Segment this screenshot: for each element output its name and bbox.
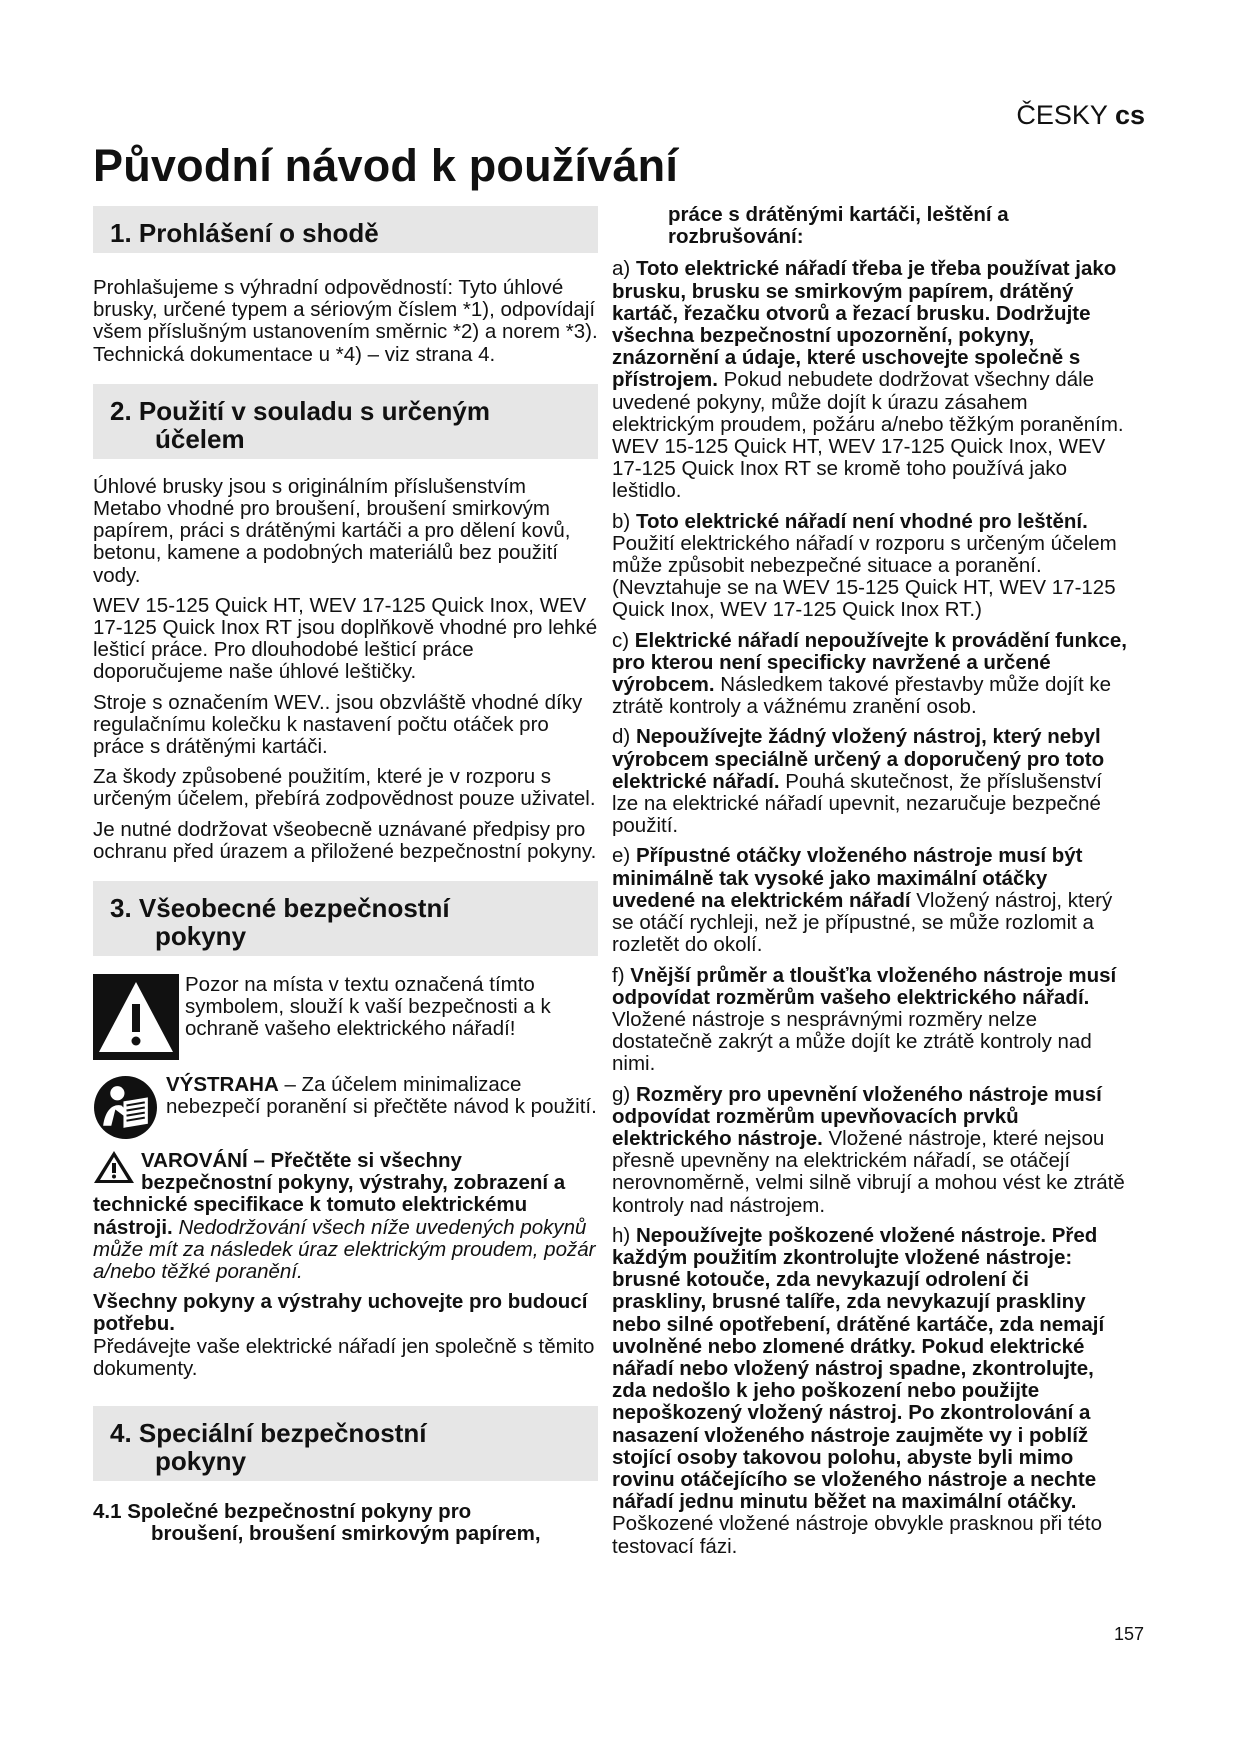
section-2-title-line1: 2. Použití v souladu s určeným	[110, 395, 490, 426]
instruction-item-b	[612, 511, 1127, 622]
section-3-title-line2: pokyny	[155, 921, 247, 952]
item-text: Vložený nástroj, který se otáčí rychleji, než je přípustné, se může rozlomit a rozletět do okolí.	[612, 888, 1113, 957]
language-name: ČESKY	[1016, 100, 1108, 130]
section-3-heading	[93, 881, 598, 956]
item-bold-text: Vnější průměr a tloušťka vloženého nástroje musí odpovídat rozměrům vašeho elektrického nářadí.	[612, 963, 1117, 1009]
warning-italic-text: Nedodržování všech níže uvedených pokynů může mít za následek úraz elektrickým proudem, požár a/nebo těžké poranění.	[93, 1215, 596, 1284]
item-label: c)	[612, 628, 635, 652]
read-manual-text	[166, 1074, 598, 1118]
section-1-title: 1. Prohlášení o shodě	[110, 218, 379, 248]
keep-text: Předávejte vaše elektrické nářadí jen společně s těmito dokumenty.	[93, 1334, 595, 1380]
left-column	[93, 206, 598, 1546]
instruction-item-h	[612, 1225, 1127, 1558]
read-manual-body: – Za účelem minimalizace nebezpečí poranění si přečtěte návod k použití.	[166, 1073, 597, 1119]
item-label: g)	[612, 1082, 636, 1106]
section-2-paragraph: Za škody způsobené použitím, které je v rozporu s určeným účelem, přebírá zodpovědnost pouze uživatel.	[93, 765, 596, 811]
language-indicator	[1016, 100, 1145, 131]
instruction-item-f	[612, 965, 1127, 1076]
section-2-heading	[93, 384, 598, 459]
subsection-4-1-line2: broušení, broušení smirkovým papírem,	[151, 1522, 541, 1546]
warning-bold-text: VAROVÁNÍ – Přečtěte si všechny bezpečnostní pokyny, výstrahy, zobrazení a technické specifikace k tomuto elektrickému nástroji.	[93, 1149, 566, 1239]
language-code: cs	[1114, 100, 1145, 130]
item-label: f)	[612, 963, 631, 987]
instruction-item-d	[612, 726, 1127, 837]
section-2-paragraph: Stroje s označením WEV.. jsou obzvláště vhodné díky regulačnímu kolečku k nastavení počtu otáček pro práce s drátěnými kartáči.	[93, 690, 583, 759]
item-bold-text: Nepoužívejte žádný vložený nástroj, který nebyl výrobcem speciálně určený a doporučený pro toto elektrické nářadí.	[612, 725, 1105, 793]
instruction-item-e	[612, 845, 1127, 956]
subsection-4-1-heading	[93, 1501, 598, 1545]
instruction-item-a	[612, 258, 1127, 502]
instruction-item-c	[612, 630, 1127, 719]
keep-bold-text: Všechny pokyny a výstrahy uchovejte pro budoucí potřebu.	[93, 1290, 588, 1336]
section-2-title-line2: účelem	[155, 423, 245, 454]
caution-notice	[93, 974, 598, 1060]
item-label: h)	[612, 1223, 636, 1247]
read-manual-notice	[93, 1074, 598, 1140]
right-column	[612, 203, 1127, 1566]
subsection-4-1-continued: práce s drátěnými kartáči, leštění a rozbrušování:	[668, 203, 1009, 249]
keep-instructions	[93, 1291, 598, 1380]
item-bold-text: Toto elektrické nářadí třeba je třeba používat jako brusku, brusku se smirkovým papírem, drátěný kartáč, řezačku otvorů a řezací brusku. Dodržujte všechna bezpečnostní upozornění, pokyny, znázornění a údaje, které uschovejte společně s přístrojem.	[612, 257, 1117, 392]
section-3-title-line1: 3. Všeobecné bezpečnostní	[110, 893, 450, 924]
item-text: Použití elektrického nářadí v rozporu s určeným účelem může způsobit nebezpečné situace a poranění. (Nevztahuje se na WEV 15-125 Quick HT, WEV 17-125 Quick Inox, WEV 17-125 Quick Inox RT.)	[612, 531, 1117, 622]
page-number: 157	[1113, 1624, 1144, 1644]
caution-text: Pozor na místa v textu označená tímto symbolem, slouží k vaší bezpečnosti a k ochraně vašeho elektrického nářadí!	[185, 973, 551, 1041]
item-text: Poškozené vložené nástroje obvykle prasknou při této testovací fázi.	[612, 1512, 1103, 1558]
read-manual-label: VÝSTRAHA	[166, 1073, 279, 1097]
item-text: Vložené nástroje, které nejsou přesně upevněny na elektrickém nářadí, se otáčejí nerovnoměrně, velmi silně vibrují a mohou vést ke ztrátě kontroly nad nástrojem.	[612, 1126, 1125, 1217]
section-2-paragraph: Úhlové brusky jsou s originálním příslušenstvím Metabo vhodné pro broušení, broušení smirkovým papírem, práci s drátěnými kartáči a pro dělení kovů, betonu, kamene a podobných materiálů bez použití vody.	[93, 474, 571, 587]
item-text: Pouhá skutečnost, že příslušenství lze na elektrické nářadí upevnit, nezaručuje bezpečné použití.	[612, 769, 1102, 838]
item-label: e)	[612, 844, 636, 868]
page-title: Původní návod k používání	[93, 140, 679, 191]
item-text: Vložené nástroje s nesprávnými rozměry nelze dostatečně zakrýt a může dojít ke ztrátě kontroly nad nimi.	[612, 1007, 1092, 1076]
section-1-text: Prohlašujeme s výhradní odpovědností: Tyto úhlové brusky, určené typem a sériovým číslem *1), odpovídají všem příslušným ustanovením směrnic *2) a norem *3). Technická dokumentace u *4) – viz strana 4.	[93, 276, 598, 366]
item-bold-text: Nepoužívejte poškozené vložené nástroje. Před každým použitím zkontrolujte vložené nástroje: brusné kotouče, zda nevykazují odrolení či praskliny, brusné talíře, zda nevykazují praskliny nebo silné opotřebení, drátěné kartáče, zda nemají uvolněné nebo zlomené drátky. Pokud elektrické nářadí nebo vložený nástroj spadne, zkontrolujte, zda nedošlo k jeho poškození nebo použijte nepoškozený vložený nástroj. Po zkontrolování a nasazení vloženého nástroje zaujměte vy i poblíž stojící osoby takovou polohu, abyste byli mimo rovinu otáčejícího se vloženého nástroje a nechte nářadí jednu minutu běžet na maximální otáčky.	[612, 1223, 1105, 1514]
section-4-heading	[93, 1406, 598, 1481]
item-label: d)	[612, 725, 636, 749]
item-bold-text: Toto elektrické nářadí není vhodné pro leštění.	[635, 509, 1088, 533]
subsection-4-1-line1: 4.1 Společné bezpečnostní pokyny pro	[93, 1500, 472, 1524]
section-4-title-line1: 4. Speciální bezpečnostní	[110, 1418, 427, 1449]
warning-paragraph	[93, 1150, 598, 1283]
item-bold-text: Přípustné otáčky vloženého nástroje musí být minimálně tak vysoké jako maximální otáčky uvedené na elektrickém nářadí	[612, 844, 1083, 912]
section-1-heading	[93, 206, 598, 253]
warning-triangle-icon	[93, 974, 179, 1060]
small-warning-icon	[93, 1150, 135, 1184]
read-manual-icon	[93, 1075, 158, 1140]
item-bold-text: Rozměry pro upevnění vloženého nástroje musí odpovídat rozměrům upevňovacích prvků elektrického nástroje.	[612, 1082, 1102, 1150]
instruction-item-g	[612, 1084, 1127, 1217]
section-2-paragraph: WEV 15-125 Quick HT, WEV 17-125 Quick Inox, WEV 17-125 Quick Inox RT jsou doplňkově vhodné pro lehké lešticí práce. Pro dlouhodobé lešticí práce doporučujeme naše úhlové leštičky.	[93, 593, 598, 684]
item-text: Pokud nebudete dodržovat všechny dále uvedené pokyny, může dojít k úrazu zásahem elektrickým proudem, požáru a/nebo těžkým poraněním. WEV 15-125 Quick HT, WEV 17-125 Quick Inox, WEV 17-125 Quick Inox RT se kromě toho používá jako leštidlo.	[612, 368, 1124, 503]
item-label: b)	[612, 509, 636, 533]
item-bold-text: Elektrické nářadí nepoužívejte k provádění funkce, pro kterou není specificky navržené a určené výrobcem.	[612, 628, 1127, 697]
section-4-title-line2: pokyny	[155, 1446, 247, 1477]
section-2-paragraph: Je nutné dodržovat všeobecně uznávané předpisy pro ochranu před úrazem a přiložené bezpečnostní pokyny.	[93, 817, 597, 863]
item-text: Následkem takové přestavby může dojít ke ztrátě kontroly a vážnému zranění osob.	[612, 673, 1112, 719]
item-label: a)	[612, 257, 636, 281]
